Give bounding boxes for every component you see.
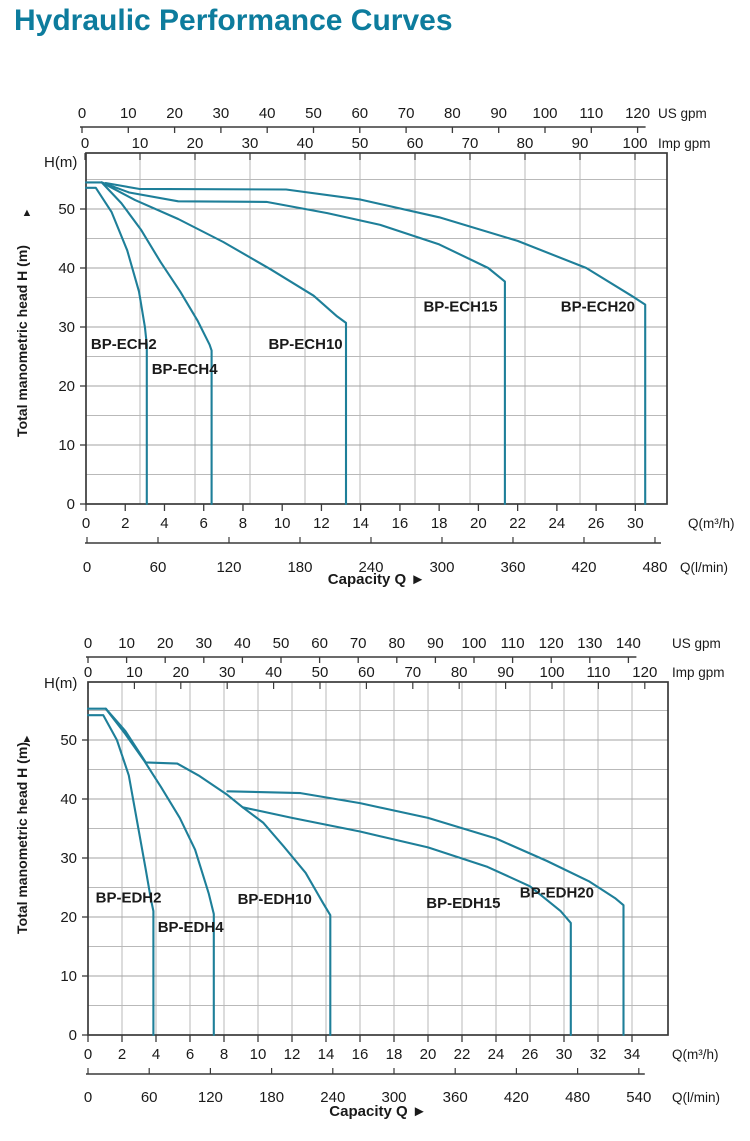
y-axis-tick-label: 50	[58, 201, 75, 218]
us-gpm-tick-label: 70	[349, 635, 367, 652]
y-axis-tick-label: 0	[68, 1027, 77, 1044]
m3h-tick-label: 6	[199, 515, 208, 532]
imp-gpm-tick-label: 100	[539, 664, 565, 681]
lmin-tick-label: 120	[197, 1089, 223, 1106]
m3h-tick-label: 18	[430, 515, 448, 532]
lmin-tick-label: 180	[287, 559, 313, 576]
y-axis-tick-label: 30	[58, 319, 75, 336]
y-axis-up-arrow-icon: ▲	[21, 733, 33, 745]
m3h-tick-label: 18	[385, 1046, 403, 1063]
imp-gpm-tick-label: 0	[80, 135, 90, 152]
m3h-tick-label: 24	[548, 515, 566, 532]
m3h-tick-label: 30	[627, 515, 644, 532]
us-gpm-tick-label: 40	[234, 635, 251, 652]
m3h-unit-label: Q(m³/h)	[688, 516, 735, 531]
curve-label-BP-ECH2: BP-ECH2	[90, 335, 157, 353]
curve-label-BP-ECH4: BP-ECH4	[151, 361, 218, 379]
imp-gpm-tick-label: 10	[131, 135, 149, 152]
imp-gpm-unit-label: Imp gpm	[672, 665, 725, 680]
us-gpm-tick-label: 60	[351, 105, 369, 122]
curve-BP-ECH20	[106, 183, 646, 504]
imp-gpm-tick-label: 90	[571, 135, 589, 152]
imp-gpm-tick-label: 30	[218, 664, 236, 681]
y-axis-tick-label: 40	[58, 260, 75, 277]
m3h-tick-label: 16	[391, 515, 409, 532]
y-axis-corner-label: H(m)	[44, 675, 78, 692]
lmin-tick-label: 120	[216, 559, 242, 576]
lmin-tick-label: 60	[149, 559, 167, 576]
imp-gpm-tick-label: 20	[186, 135, 204, 152]
imp-gpm-tick-label: 50	[351, 135, 369, 152]
us-gpm-tick-label: 90	[427, 635, 444, 652]
m3h-tick-label: 6	[185, 1046, 195, 1063]
m3h-tick-label: 34	[623, 1046, 641, 1063]
m3h-tick-label: 26	[587, 515, 605, 532]
us-gpm-unit-label: US gpm	[672, 636, 721, 651]
m3h-tick-label: 8	[219, 1046, 229, 1063]
lmin-tick-label: 360	[500, 559, 526, 576]
us-gpm-tick-label: 110	[500, 635, 525, 652]
m3h-tick-label: 10	[273, 515, 291, 532]
y-axis-up-arrow-icon: ▲	[21, 207, 33, 219]
us-gpm-tick-label: 0	[83, 635, 93, 652]
y-axis-tick-label: 50	[60, 732, 77, 749]
curve-label-BP-ECH15: BP-ECH15	[423, 298, 498, 316]
curve-BP-EDH10	[106, 709, 330, 1035]
y-axis-tick-label: 20	[60, 909, 77, 926]
imp-gpm-tick-label: 80	[450, 664, 468, 681]
m3h-tick-label: 0	[83, 1046, 93, 1063]
y-axis-tick-label: 0	[66, 496, 75, 513]
us-gpm-tick-label: 30	[195, 635, 213, 652]
lmin-tick-label: 480	[642, 559, 668, 576]
curve-BP-EDH2	[88, 715, 153, 1035]
us-gpm-tick-label: 50	[272, 635, 290, 652]
us-gpm-tick-label: 120	[625, 105, 651, 122]
y-axis-corner-label: H(m)	[44, 154, 78, 171]
lmin-tick-label: 360	[442, 1089, 468, 1106]
imp-gpm-tick-label: 20	[172, 664, 190, 681]
lmin-tick-label: 180	[259, 1089, 285, 1106]
imp-gpm-tick-label: 0	[83, 664, 93, 681]
y-axis-title: Total manometric head H (m)	[14, 742, 30, 934]
us-gpm-tick-label: 10	[118, 635, 135, 652]
lmin-tick-label: 60	[140, 1089, 158, 1106]
m3h-tick-label: 22	[509, 515, 526, 532]
imp-gpm-tick-label: 30	[241, 135, 259, 152]
imp-gpm-tick-label: 60	[406, 135, 424, 152]
lmin-tick-label: 300	[381, 1089, 407, 1106]
lmin-tick-label: 0	[82, 559, 92, 576]
page-title: Hydraulic Performance Curves	[14, 4, 453, 37]
us-gpm-tick-label: 120	[538, 635, 564, 652]
curve-label-BP-ECH10: BP-ECH10	[268, 335, 343, 353]
lmin-unit-label: Q(l/min)	[672, 1090, 720, 1105]
m3h-unit-label: Q(m³/h)	[672, 1047, 719, 1062]
x-axis-title: Capacity Q ►	[327, 571, 426, 588]
us-gpm-tick-label: 110	[579, 105, 604, 122]
us-gpm-tick-label: 80	[388, 635, 406, 652]
imp-gpm-tick-label: 40	[265, 664, 282, 681]
y-axis-title: Total manometric head H (m)	[14, 245, 30, 437]
y-axis-tick-label: 20	[58, 378, 75, 395]
imp-gpm-tick-label: 50	[311, 664, 329, 681]
y-axis-tick-label: 10	[58, 437, 75, 454]
lmin-unit-label: Q(l/min)	[680, 560, 728, 575]
m3h-tick-label: 30	[555, 1046, 573, 1063]
m3h-tick-label: 14	[352, 515, 370, 532]
imp-gpm-tick-label: 90	[497, 664, 514, 681]
m3h-tick-label: 26	[521, 1046, 539, 1063]
us-gpm-tick-label: 10	[119, 105, 137, 122]
m3h-tick-label: 0	[81, 515, 91, 532]
lmin-tick-label: 540	[626, 1089, 652, 1106]
m3h-tick-label: 2	[117, 1046, 127, 1063]
curve-label-BP-ECH20: BP-ECH20	[560, 298, 635, 316]
m3h-tick-label: 20	[470, 515, 487, 532]
lmin-tick-label: 420	[571, 559, 597, 576]
us-gpm-tick-label: 90	[490, 105, 508, 122]
m3h-tick-label: 2	[121, 515, 130, 532]
us-gpm-tick-label: 30	[212, 105, 230, 122]
us-gpm-tick-label: 100	[461, 635, 487, 652]
m3h-tick-label: 20	[419, 1046, 437, 1063]
us-gpm-tick-label: 70	[397, 105, 415, 122]
imp-gpm-tick-label: 80	[516, 135, 534, 152]
us-gpm-tick-label: 100	[532, 105, 558, 122]
us-gpm-tick-label: 20	[166, 105, 183, 122]
imp-gpm-tick-label: 40	[296, 135, 314, 152]
imp-gpm-tick-label: 70	[404, 664, 422, 681]
y-axis-tick-label: 10	[60, 968, 77, 985]
lmin-tick-label: 240	[320, 1089, 346, 1106]
lmin-tick-label: 300	[429, 559, 455, 576]
y-axis-tick-label: 40	[60, 791, 77, 808]
m3h-tick-label: 32	[589, 1046, 607, 1063]
us-gpm-tick-label: 50	[305, 105, 322, 122]
imp-gpm-tick-label: 70	[461, 135, 479, 152]
lmin-tick-label: 420	[503, 1089, 529, 1106]
imp-gpm-tick-label: 110	[586, 664, 611, 681]
lmin-tick-label: 0	[83, 1089, 93, 1106]
curve-BP-EDH4	[88, 709, 214, 1035]
m3h-tick-label: 4	[160, 515, 169, 532]
m3h-tick-label: 24	[487, 1046, 505, 1063]
imp-gpm-tick-label: 10	[126, 664, 143, 681]
us-gpm-tick-label: 0	[77, 105, 87, 122]
us-gpm-tick-label: 140	[615, 635, 641, 652]
m3h-tick-label: 8	[238, 515, 248, 532]
curve-label-BP-EDH2: BP-EDH2	[95, 889, 162, 907]
curve-label-BP-EDH10: BP-EDH10	[237, 891, 312, 909]
imp-gpm-tick-label: 120	[632, 664, 658, 681]
lmin-tick-label: 240	[358, 559, 384, 576]
m3h-tick-label: 12	[313, 515, 330, 532]
us-gpm-tick-label: 40	[258, 105, 276, 122]
m3h-tick-label: 4	[151, 1046, 161, 1063]
curve-label-BP-EDH20: BP-EDH20	[519, 884, 594, 902]
us-gpm-tick-label: 130	[577, 635, 603, 652]
lmin-tick-label: 480	[565, 1089, 591, 1106]
m3h-tick-label: 12	[283, 1046, 301, 1063]
x-axis-title: Capacity Q ►	[329, 1103, 427, 1120]
us-gpm-tick-label: 20	[156, 635, 174, 652]
curve-label-BP-EDH15: BP-EDH15	[426, 895, 501, 913]
m3h-tick-label: 14	[317, 1046, 335, 1063]
curve-label-BP-EDH4: BP-EDH4	[157, 918, 224, 936]
us-gpm-tick-label: 60	[311, 635, 328, 652]
imp-gpm-unit-label: Imp gpm	[658, 136, 711, 151]
imp-gpm-tick-label: 100	[622, 135, 648, 152]
m3h-tick-label: 10	[249, 1046, 267, 1063]
us-gpm-unit-label: US gpm	[658, 106, 707, 121]
y-axis-tick-label: 30	[60, 850, 77, 867]
us-gpm-tick-label: 80	[444, 105, 461, 122]
imp-gpm-tick-label: 60	[358, 664, 375, 681]
m3h-tick-label: 22	[453, 1046, 471, 1063]
m3h-tick-label: 16	[351, 1046, 369, 1063]
